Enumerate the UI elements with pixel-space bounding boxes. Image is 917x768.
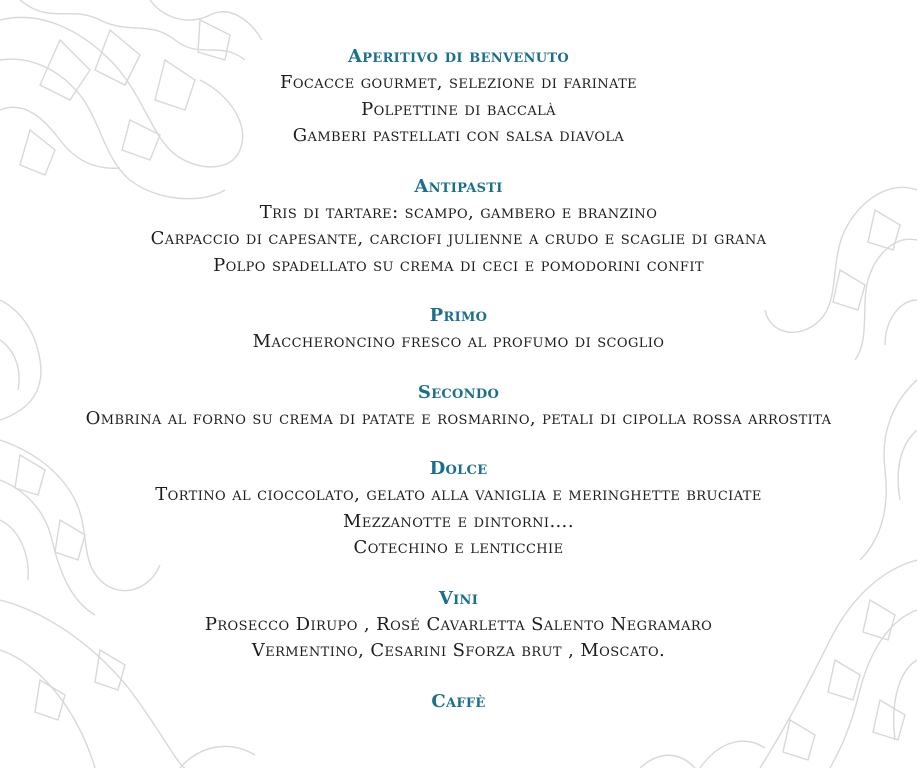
section-primo [0,303,917,356]
section-title: Primo [429,305,488,326]
section-aperitivo [0,44,917,150]
menu-item: Cotechino e lenticchie [353,537,564,558]
menu-item: Gamberi pastellati con salsa diavola [292,125,625,146]
menu-item: Maccheroncino fresco al profumo di scoglio [252,331,665,352]
section-title: Secondo [417,381,500,403]
section-title: Dolce [429,458,488,479]
section-title: Aperitivo di benvenuto [348,46,569,67]
section-title: Caffè [431,690,486,712]
section-antipasti [0,174,917,280]
section-title: Antipasti [414,175,503,197]
menu-item: Polpo spadellato su crema di ceci e pomodorini confit [213,254,704,276]
menu-item: Ombrina al forno su crema di patate e rosmarino, petali di cipolla rossa arrostita [85,407,832,429]
section-caffe [0,689,917,715]
menu-item: Carpaccio di capesante, carciofi julienne a crudo e scaglie di grana [150,228,767,249]
menu-item: Tris di tartare: scampo, gambero e branzino [259,201,658,223]
menu-item: Vermentino, Cesarini Sforza brut , Moscato. [251,640,666,661]
menu-item: Prosecco Dirupo , Rosé Cavarletta Salento Negramaro [204,613,713,635]
menu-item: Mezzanotte e dintorni…. [343,510,574,532]
section-vini [0,586,917,665]
menu-item: Tortino al cioccolato, gelato alla vaniglia e meringhette bruciate [155,484,762,505]
section-secondo [0,380,917,433]
menu-content [0,44,917,739]
section-title: Vini [438,587,479,609]
menu-item: Polpettine di baccalà [361,98,556,120]
section-dolce [0,456,917,562]
menu-item: Focacce gourmet, selezione di farinate [279,72,638,93]
